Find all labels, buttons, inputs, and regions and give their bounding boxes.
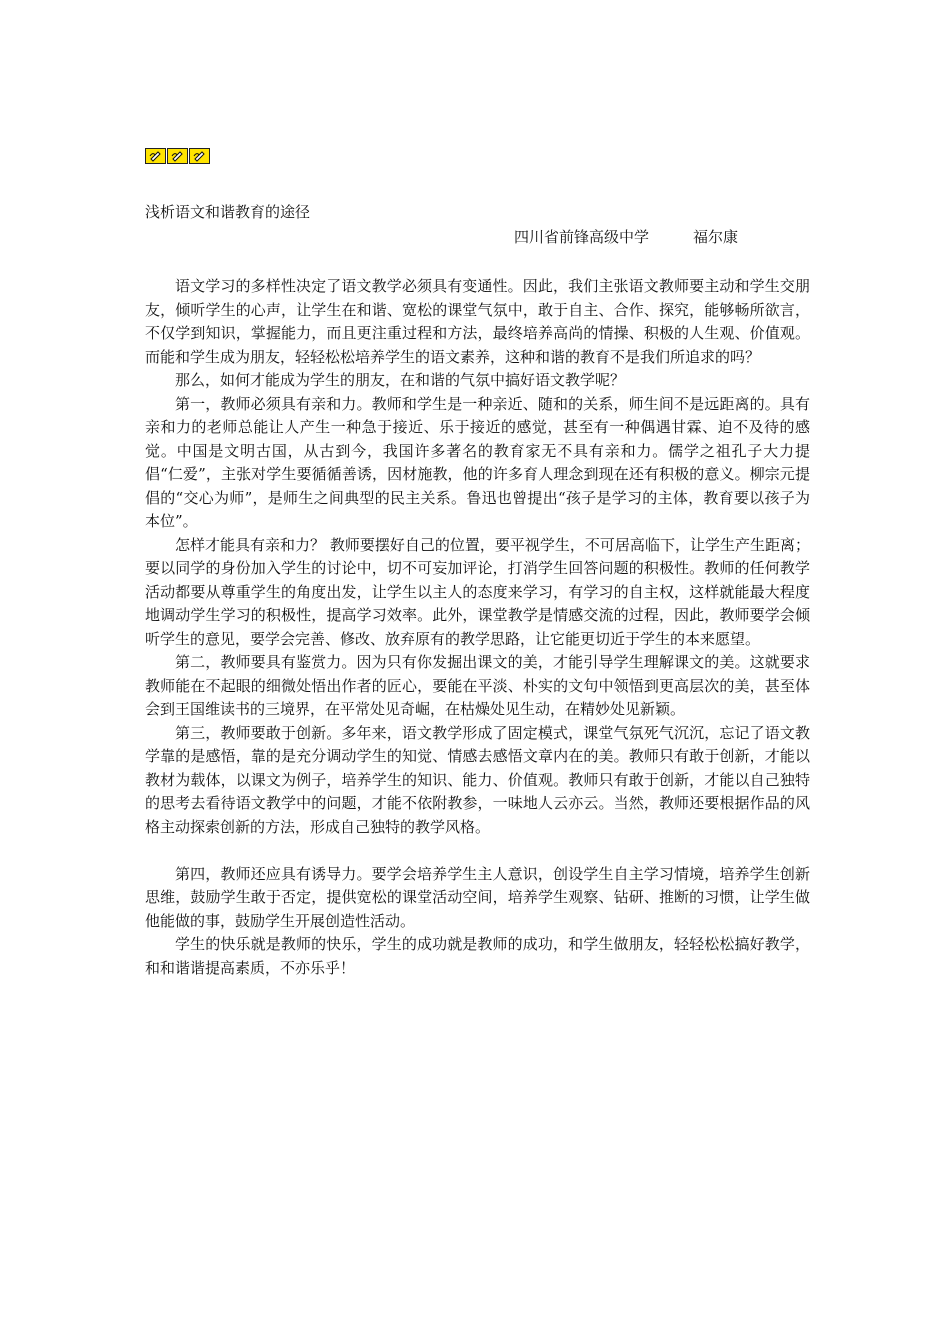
paragraph-how-affinity: 怎样才能具有亲和力？ 教师要摆好自己的位置，要平视学生，不可居高临下，让学生产生距离；要以同学的身份加入学生的讨论中，切不可妄加评论，打消学生回答问题的积极性。教师的任何教学活动都要从尊重学生的角度出发，让学生以主人的态度来学习，有学习的自主权，这样就能最大程度地调动学生学习的积极性，提高学习效率。此外，课堂教学是情感交流的过程，因此，教师要学会倾听学生的意见，要学会完善、修改、放弃原有的教学思路，让它能更切近于学生的本来愿望。 [145, 535, 810, 648]
pen-paper-icon [145, 148, 166, 164]
pen-paper-icon [167, 148, 188, 164]
paragraph-conclusion: 学生的快乐就是教师的快乐，学生的成功就是教师的成功，和学生做朋友，轻轻松松搞好教学，和和谐谐提高素质，不亦乐乎！ [145, 935, 810, 977]
decorative-icon-row [145, 148, 210, 164]
paragraph-point-three: 第三，教师要敢于创新。多年来，语文教学形成了固定模式，课堂气氛死气沉沉，忘记了语文教学靠的是感悟，靠的是充分调动学生的知觉、情感去感悟文章内在的美。教师只有敢于创新，才能以教材为载体，以课文为例子，培养学生的知识、能力、价值观。教师只有敢于创新，才能以自己独特的思考去看待语文教学中的问题，才能不依附教参，一味地人云亦云。当然，教师还要根据作品的风格主动探索创新的方法，形成自己独特的教学风格。 [145, 723, 810, 836]
school-name: 四川省前锋高级中学 [514, 228, 650, 246]
paragraph-intro: 语文学习的多样性决定了语文教学必须具有变通性。因此，我们主张语文教师要主动和学生交朋友，倾听学生的心声，让学生在和谐、宽松的课堂气氛中，敢于自主、合作、探究，能够畅所欲言，不仅学到知识，掌握能力，而且更注重过程和方法，最终培养高尚的情操、积极的人生观、价值观。而能和学生成为朋友，轻轻松松培养学生的语文素养，这种和谐的教育不是我们所追求的吗？ [145, 277, 810, 366]
paragraph-point-two: 第二，教师要具有鉴赏力。因为只有你发掘出课文的美，才能引导学生理解课文的美。这就要求教师能在不起眼的细微处悟出作者的匠心，要能在平淡、朴实的文句中领悟到更高层次的美，甚至体会到王国维读书的三境界，在平常处见奇崛，在枯燥处见生动，在精妙处见新颖。 [145, 653, 810, 718]
paragraph-point-four: 第四，教师还应具有诱导力。要学会培养学生主人意识，创设学生自主学习情境，培养学生创新思维，鼓励学生敢于否定，提供宽松的课堂活动空间，培养学生观察、钻研、推断的习惯，让学生做他能做的事，鼓励学生开展创造性活动。 [145, 864, 810, 930]
article-body [145, 275, 810, 980]
article-title: 浅析语文和谐教育的途径 [145, 203, 311, 221]
paragraph-question: 那么，如何才能成为学生的朋友，在和谐的气氛中搞好语文教学呢？ [175, 371, 626, 389]
pen-paper-icon [189, 148, 210, 164]
author-name: 福尔康 [693, 228, 739, 246]
byline [514, 227, 738, 247]
paragraph-point-one: 第一，教师必须具有亲和力。教师和学生是一种亲近、随和的关系，师生间不是远距离的。具有亲和力的老师总能让人产生一种急于接近、乐于接近的感觉，甚至有一种偶遇甘霖、迫不及待的感觉。中国是文明古国，从古到今，我国许多著名的教育家无不具有亲和力。儒学之祖孔子大力提倡“仁爱”，主张对学生要循循善诱，因材施教，他的许多育人理念到现在还有积极的意义。柳宗元提倡的“交心为师”，是师生之间典型的民主关系。鲁迅也曾提出“孩子是学习的主体，教育要以孩子为本位”。 [145, 394, 810, 530]
